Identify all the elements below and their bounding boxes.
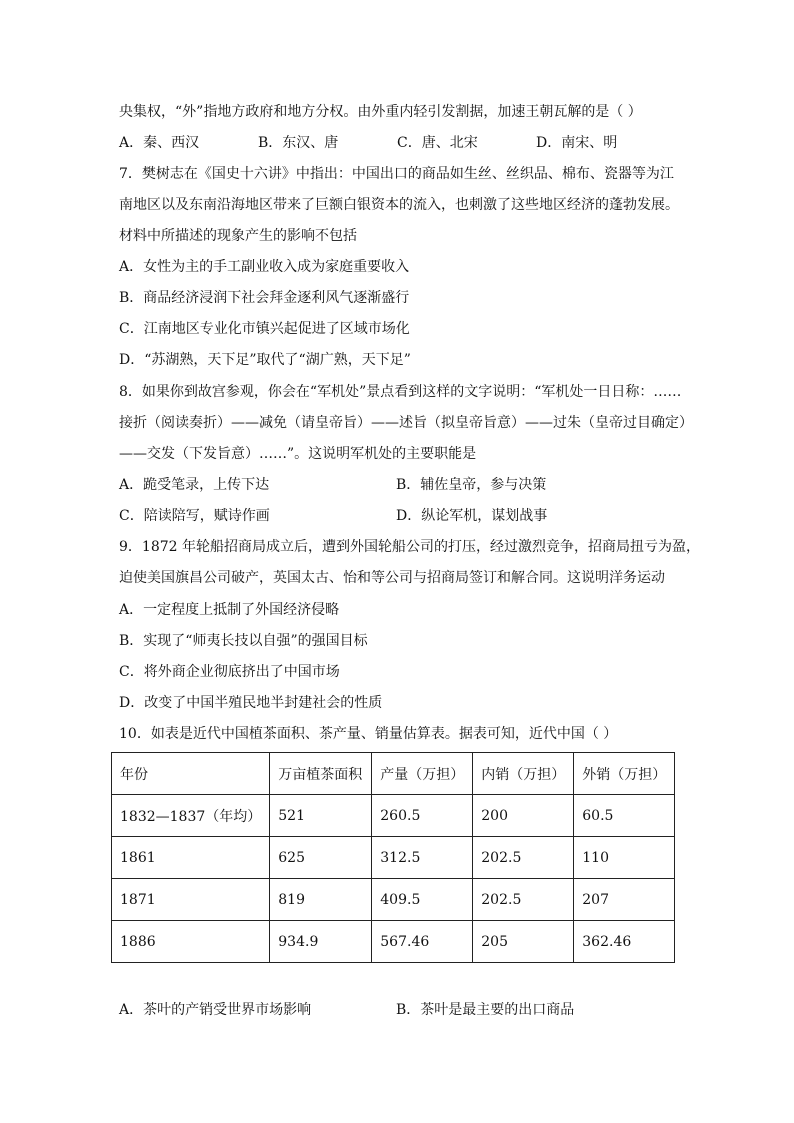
table-cell: 110: [574, 837, 675, 879]
q7-option-d: D．“苏湖熟，天下足”取代了“湖广熟，天下足”: [119, 352, 411, 368]
q9-option-b: B．实现了“师夷长技以自强”的强国目标: [119, 633, 368, 649]
tea-estimate-table: [111, 752, 675, 963]
table-cell: 521: [270, 795, 372, 837]
q7-stem-line1: 7．樊树志在《国史十六讲》中指出：中国出口的商品如生丝、丝织品、棉布、瓷器等为江: [119, 166, 674, 182]
table-cell: 260.5: [372, 795, 473, 837]
table-cell: 409.5: [372, 879, 473, 921]
table-cell: 819: [270, 879, 372, 921]
table-cell: 207: [574, 879, 675, 921]
table-header-cell: 年份: [112, 753, 270, 795]
q9-option-c: C．将外商企业彻底挤出了中国市场: [119, 664, 340, 680]
q8-option-a: A．跪受笔录，上传下达: [119, 477, 270, 493]
q6-option-a: A．秦、西汉: [119, 135, 200, 151]
table-header-cell: 万亩植茶面积: [270, 753, 372, 795]
table-cell: 200: [473, 795, 574, 837]
table-row: [112, 837, 675, 879]
q7-option-a: A．女性为主的手工副业收入成为家庭重要收入: [119, 259, 410, 275]
q8-option-b: B．辅佐皇帝，参与决策: [396, 477, 547, 493]
q9-option-a: A．一定程度上抵制了外国经济侵略: [119, 602, 340, 618]
q8-option-c: C．陪读陪写，赋诗作画: [119, 508, 270, 524]
table-cell: 205: [473, 921, 574, 963]
table-header-cell: 外销（万担）: [574, 753, 675, 795]
table-row: [112, 795, 675, 837]
table-cell: 362.46: [574, 921, 675, 963]
q6-option-d: D．南宋、明: [536, 135, 618, 151]
table-cell: 312.5: [372, 837, 473, 879]
table-cell: 625: [270, 837, 372, 879]
q6-option-b: B．东汉、唐: [258, 135, 339, 151]
q6-stem-tail: 央集权，“外”指地方政府和地方分权。由外重内轻引发割据，加速王朝瓦解的是（ ）: [119, 104, 642, 120]
q8-stem-line3: ——交发（下发旨意）……”。这说明军机处的主要职能是: [119, 446, 477, 462]
q10-stem: 10．如表是近代中国植茶面积、茶产量、销量估算表。据表可知，近代中国（ ）: [119, 726, 618, 742]
q9-stem-line1: 9．1872 年轮船招商局成立后，遭到外国轮船公司的打压，经过激烈竞争，招商局扭亏为盈，: [119, 539, 700, 555]
q7-option-b: B．商品经济浸润下社会拜金逐利风气逐渐盛行: [119, 290, 410, 306]
q8-option-d: D．纵论军机，谋划战事: [396, 508, 548, 524]
q9-stem-line2: 迫使美国旗昌公司破产，英国太古、怡和等公司与招商局签订和解合同。这说明洋务运动: [119, 570, 665, 586]
q6-option-c: C．唐、北宋: [397, 135, 478, 151]
table-header-row: [112, 753, 675, 795]
q7-stem-line3: 材料中所描述的现象产生的影响不包括: [119, 228, 357, 244]
table-cell: 567.46: [372, 921, 473, 963]
table-cell: 202.5: [473, 879, 574, 921]
q10-option-b: B．茶叶是最主要的出口商品: [396, 1002, 575, 1018]
q8-stem-line1: 8．如果你到故宫参观，你会在“军机处”景点看到这样的文字说明：“军机处一日日称：……: [119, 384, 682, 400]
q9-option-d: D．改变了中国半殖民地半封建社会的性质: [119, 695, 383, 711]
table-cell: 1861: [112, 837, 270, 879]
q7-option-c: C．江南地区专业化市镇兴起促进了区域市场化: [119, 321, 410, 337]
table-header-cell: 产量（万担）: [372, 753, 473, 795]
table-row: [112, 921, 675, 963]
q7-stem-line2: 南地区以及东南沿海地区带来了巨额白银资本的流入，也刺激了这些地区经济的蓬勃发展。: [119, 197, 679, 213]
table-cell: 202.5: [473, 837, 574, 879]
table-cell: 1886: [112, 921, 270, 963]
table-cell: 1832—1837（年均）: [112, 795, 270, 837]
table-row: [112, 879, 675, 921]
table-header-cell: 内销（万担）: [473, 753, 574, 795]
table-cell: 934.9: [270, 921, 372, 963]
table-cell: 60.5: [574, 795, 675, 837]
q10-option-a: A．茶叶的产销受世界市场影响: [119, 1002, 312, 1018]
q8-stem-line2: 接折（阅读奏折）——减免（请皇帝旨）——述旨（拟皇帝旨意）——过朱（皇帝过目确定）: [119, 415, 693, 431]
table-cell: 1871: [112, 879, 270, 921]
